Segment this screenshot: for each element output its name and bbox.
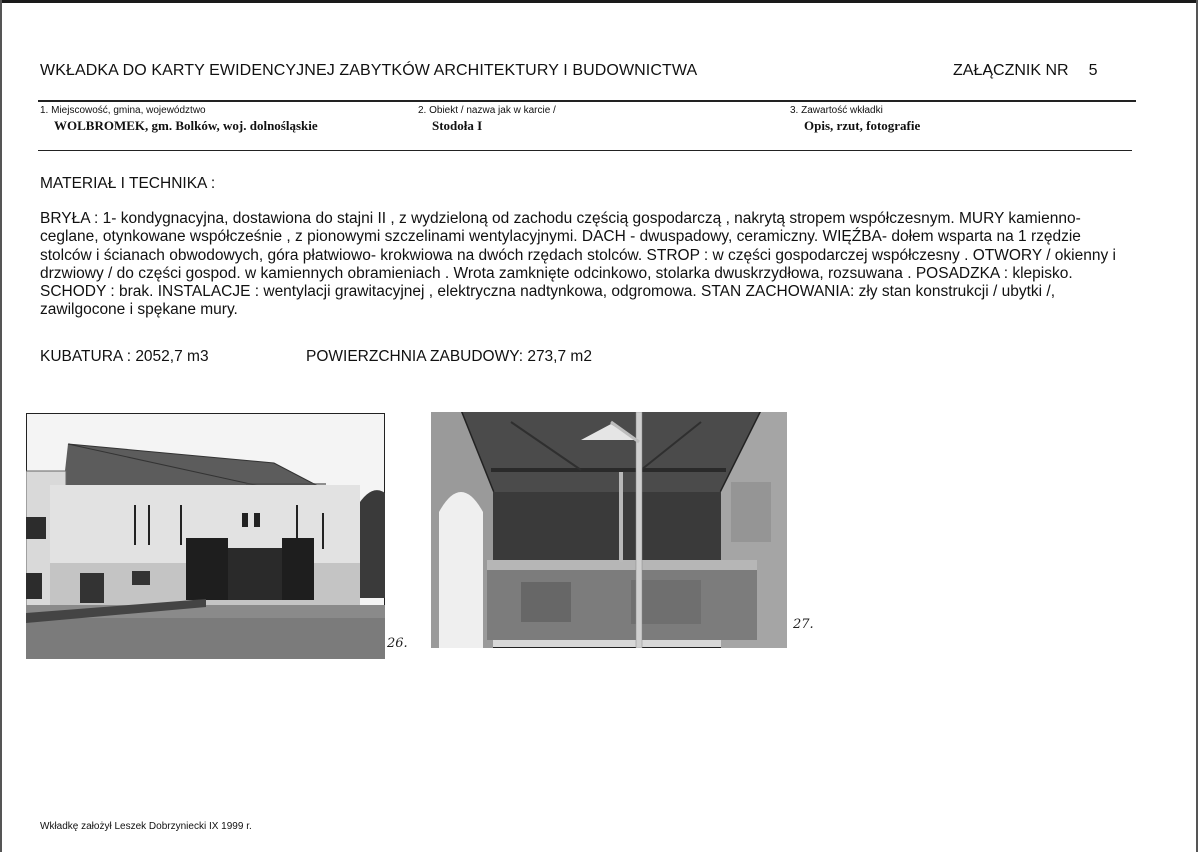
field-object-label: 2. Obiekt / nazwa jak w karcie / [418,105,556,116]
field-location-value: WOLBROMEK, gm. Bolków, woj. dolnośląskie [54,118,318,133]
annex-number: 5 [1088,62,1098,79]
document-title: WKŁADKA DO KARTY EWIDENCYJNEJ ZABYTKÓW ARCHITEKTURY I BUDOWNICTWA [40,62,698,79]
field-contents-value: Opis, rzut, fotografie [804,118,921,133]
photo-27-caption: 27. [793,617,814,632]
page-left-border [0,0,2,852]
volume-measure: KUBATURA : 2052,7 m3 [40,348,209,365]
photo-barn-exterior [26,413,385,659]
header-bottom-rule [38,150,1132,151]
built-area-measure: POWIERZCHNIA ZABUDOWY: 273,7 m2 [306,348,592,365]
field-location-label: 1. Miejscowość, gmina, województwo [40,105,206,116]
section-title: MATERIAŁ I TECHNIKA : [40,175,216,192]
photo-26-caption: 26. [387,636,408,651]
photo-barn-interior [431,412,787,648]
annex-label-group [953,62,1097,80]
footer-author: Wkładkę założył Leszek Dobrzyniecki IX 1999 r. [40,821,252,832]
header-top-rule [38,100,1136,102]
field-contents-label: 3. Zawartość wkładki [790,105,883,116]
description-text: BRYŁA : 1- kondygnacyjna, dostawiona do stajni II , z wydzieloną od zachodu częścią gospodarczą , nakrytą stropem współczesnym. MURY kamienno-ceglane, otynkowane współcześnie , z pionowymi szczelinami wentylacyjnymi. DACH - dwuspadowy, ceramiczny. WIĘŹBA- dołem wsparta na 1 rzędzie stolców i ścianach obwodowych, góra płatwiowo- krokwiowa na dwóch rzędach stolców. STROP : w części gospodarczej współczesny . OTWORY / okienny i drzwiowy / do części gospod. w kamiennych obramieniach . Wrota zamknięte odcinkowo, stolarka dwuskrzydłowa, rozsuwana . POSADZKA : klepisko. SCHODY : brak. INSTALACJE : wentylacji grawitacyjnej , elektryczna nadtynkowa, odgromowa. STAN ZACHOWANIA: zły stan konstrukcji / ubytki /, zawilgocone i spękane mury. [40,210,1116,319]
annex-label: ZAŁĄCZNIK NR [953,62,1069,79]
page-top-border [0,0,1198,3]
field-object-value: Stodoła I [432,118,483,133]
